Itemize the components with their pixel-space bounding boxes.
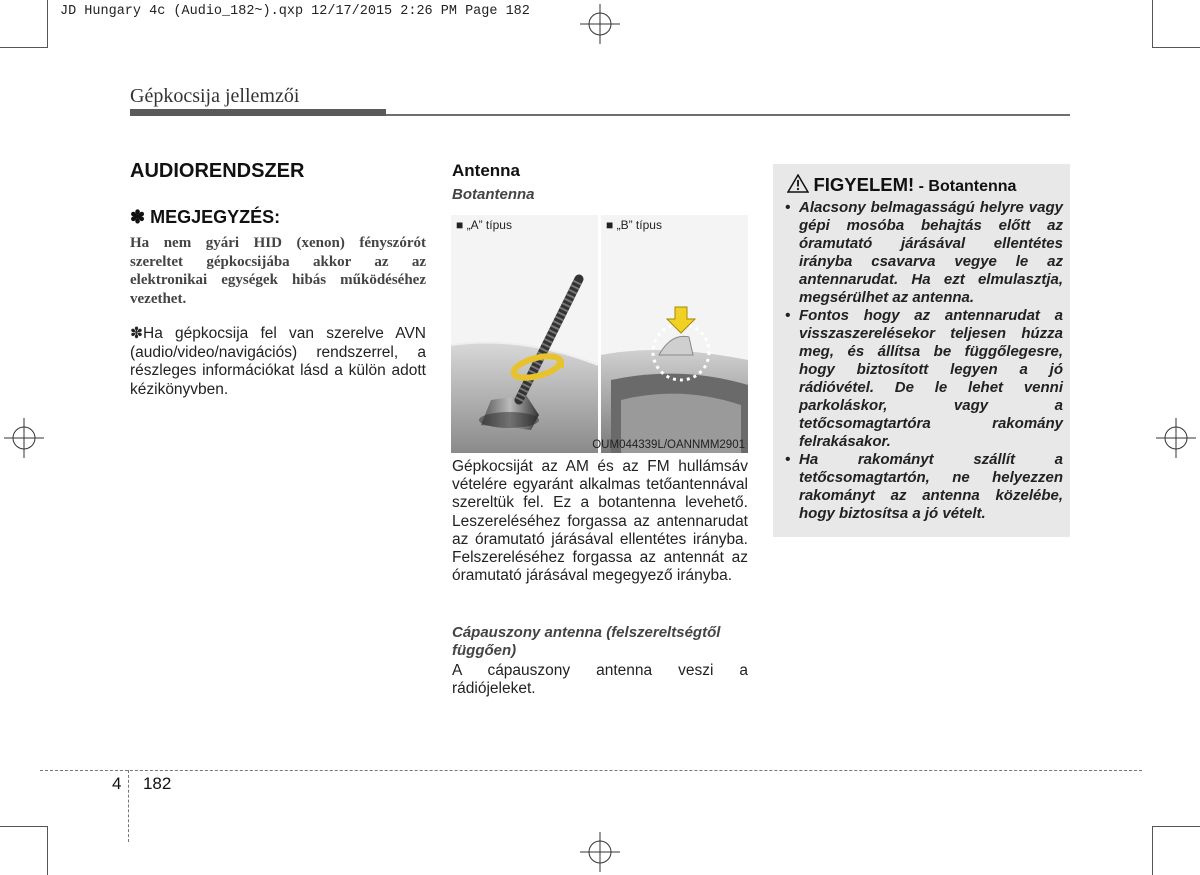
warning-title [787,174,1016,196]
warning-box [773,164,1070,537]
warning-list [783,199,1063,523]
print-job-header: JD Hungary 4c (Audio_182~).qxp 12/17/2015 2:26 PM Page 182 [60,4,530,19]
warning-title-suffix: - Botantenna [914,178,1017,195]
registration-mark-icon [4,418,44,458]
figure-label-b: ■ „B” típus [606,218,662,232]
page-number [112,774,171,794]
warning-item: • Ha rakományt szállít a tetőcsomagtartón, ne helyezzen rakományt az antenna közelébe, hogy biztosítsa a jó vételt. [785,451,1063,522]
footer-rule [40,770,1142,771]
figure-label-a: ■ „A” típus [456,218,512,232]
note-body: Ha nem gyári HID (xenon) fényszórót szereltet gépkocsijába akkor az az elektronikai egységek hibás működéséhez vezethet. [130,235,426,307]
shark-fin-antenna-illustration [601,215,748,453]
registration-mark-icon [1156,418,1196,458]
crop-mark [0,826,48,827]
antenna-description: Gépkocsiját az AM és az FM hullámsáv vételére egyaránt alkalmas tetőantennával szereltük fel. Ez a botantenna levehető. Leszereléséhez forgassa az antennarudat az óramutató járásával ellentétes irányba. Felszereléséhez forgassa az antennát az óramutató járásával megegyező irányba. [452,458,748,585]
shark-fin-description: A cápauszony antenna veszi a rádiójeleket. [452,662,748,698]
figure-panel-type-b [601,215,748,453]
crop-mark [1152,826,1153,875]
warning-item: • Fontos hogy az antennarudat a visszaszerelésekor teljesen húzza meg, és állítsa be függőlegesre, hogy biztosított legyen a jó rádióvétel. De le lehet venni parkoláskor, vagy a tetőcsomagtartóra rakomány felrakásakor. [785,307,1063,450]
antenna-figure [451,215,748,453]
rod-antenna-illustration [451,215,598,453]
note-symbol-icon: ✽ [130,325,143,342]
note-heading: ✽ MEGJEGYZÉS: [130,207,281,227]
figure-code: OUM044339L/OANNMM2901 [592,439,745,451]
crop-mark [47,0,48,48]
shark-fin-subheading: Cápauszony antenna (felszereltségtől függően) [452,624,721,659]
crop-mark [1152,47,1200,48]
warning-title-text: FIGYELEM! [813,174,915,195]
audio-system-heading: AUDIORENDSZER [130,160,305,182]
warning-item: • Alacsony belmagasságú helyre vagy gépi mosóba behajtás előtt az óramutató járásával ellentétes irányba csavarva vegye le az antennarudat. Ha ezt elmulasztja, megsérülhet az antenna. [785,199,1063,306]
warning-triangle-icon [787,174,809,193]
crop-mark [47,826,48,875]
crop-mark [1152,0,1153,48]
registration-mark-icon [580,4,620,44]
rod-antenna-subheading: Botantenna [452,186,535,203]
figure-panel-type-a [451,215,598,453]
avn-note-paragraph [130,325,426,399]
crop-mark [1152,826,1200,827]
header-rule-accent [130,109,386,116]
antenna-heading: Antenna [452,161,520,180]
registration-mark-icon [580,832,620,872]
chapter-number: 4 [112,774,122,793]
crop-mark [0,47,48,48]
page-number-value: 182 [142,774,172,793]
avn-note-text: Ha gépkocsija fel van szerelve AVN (audio/video/navigációs) rendszerrel, a részleges információkat lásd a külön adott kézikönyvben. [130,325,426,398]
section-title: Gépkocsija jellemzői [130,85,300,107]
